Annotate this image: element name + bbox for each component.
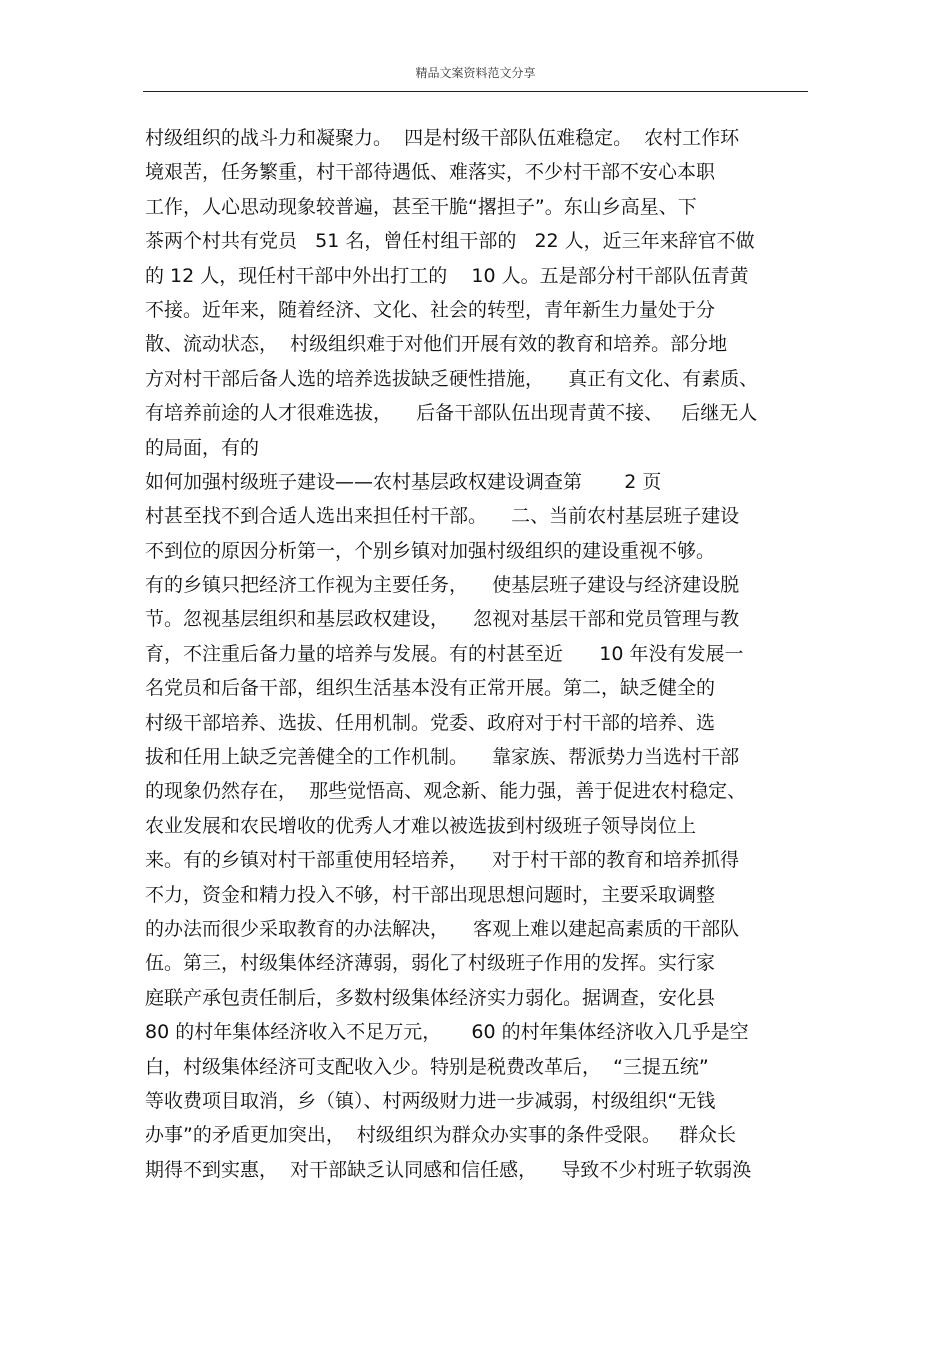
text-line: 境艰苦，任务繁重，村干部待遇低、难落实，不少村干部不安心本职	[145, 161, 716, 184]
text-line: 的办法而很少采取教育的办法解决， 客观上难以建起高素质的干部队	[145, 917, 740, 940]
text-line: 来。有的乡镇对村干部重使用轻培养， 对于村干部的教育和培养抓得	[145, 849, 740, 872]
text-line: 80 的村年集体经济收入不足万元， 60 的村年集体经济收入几乎是空	[145, 1021, 749, 1044]
text-line: 拔和任用上缺乏完善健全的工作机制。 靠家族、帮派势力当选村干部	[145, 746, 740, 769]
text-line: 白，村级集体经济可支配收入少。特别是税费改革后， “三提五统”	[145, 1055, 709, 1078]
text-line: 散、流动状态， 村级组织难于对他们开展有效的教育和培养。部分地	[145, 333, 728, 356]
text-line: 茶两个村共有党员 51 名，曾任村组干部的 22 人，近三年来辞官不做	[145, 230, 755, 253]
text-line: 伍。第三，村级集体经济薄弱，弱化了村级班子作用的发挥。实行家	[145, 952, 716, 975]
text-line: 办事”的矛盾更加突出， 村级组织为群众办实事的条件受限。 群众长	[145, 1124, 737, 1147]
text-line: 村级组织的战斗力和凝聚力。 四是村级干部队伍难稳定。 农村工作环	[145, 127, 740, 149]
text-line: 节。忽视基层组织和基层政权建设， 忽视对基层干部和党员管理与教	[145, 608, 740, 631]
text-line: 的局面，有的	[145, 436, 260, 459]
text-line: 农业发展和农民增收的优秀人才难以被选拔到村级班子领导岗位上	[145, 814, 697, 837]
page-header: 精品文案资料范文分享	[415, 66, 536, 80]
text-line: 期得不到实惠， 对干部缺乏认同感和信任感， 导致不少村班子软弱涣	[145, 1158, 752, 1181]
text-line: 不力，资金和精力投入不够，村干部出现思想问题时，主要采取调整	[145, 883, 716, 906]
text-line: 有的乡镇只把经济工作视为主要任务， 使基层班子建设与经济建设脱	[145, 574, 740, 597]
text-line: 方对村干部后备人选的培养选拔缺乏硬性措施， 真正有文化、有素质、	[145, 367, 759, 390]
document-body	[145, 121, 810, 1187]
text-line: 村甚至找不到合适人选出来担任村干部。 二、当前农村基层班子建设	[145, 505, 740, 528]
header-divider	[143, 91, 808, 92]
text-line: 不到位的原因分析第一，个别乡镇对加强村级组织的建设重视不够。	[145, 539, 716, 562]
text-line: 有培养前途的人才很难选拔， 后备干部队伍出现青黄不接、 后继无人	[145, 402, 758, 425]
text-line: 等收费项目取消，乡（镇）、村两级财力进一步减弱，村级组织“无钱	[145, 1089, 716, 1112]
text-line: 的 12 人，现任村干部中外出打工的 10 人。五是部分村干部队伍青黄	[145, 264, 749, 287]
text-line: 名党员和后备干部，组织生活基本没有正常开展。第二，缺乏健全的	[145, 677, 716, 700]
text-line: 育，不注重后备力量的培养与发展。有的村甚至近 10 年没有发展一	[145, 642, 744, 665]
text-line: 的现象仍然存在， 那些觉悟高、观念新、能力强，善于促进农村稳定、	[145, 780, 747, 803]
page-footer-caption: 如何加强村级班子建设——农村基层政权建设调查第 2 页	[145, 470, 662, 493]
text-line: 村级干部培养、选拔、任用机制。党委、政府对于村干部的培养、选	[145, 711, 716, 734]
text-line: 不接。近年来，随着经济、文化、社会的转型，青年新生力量处于分	[145, 298, 716, 321]
text-line: 工作，人心思动现象较普遍，甚至干脆“撂担子”。东山乡高星、下	[145, 195, 697, 218]
text-line: 庭联产承包责任制后，多数村级集体经济实力弱化。据调查，安化县	[145, 986, 716, 1009]
